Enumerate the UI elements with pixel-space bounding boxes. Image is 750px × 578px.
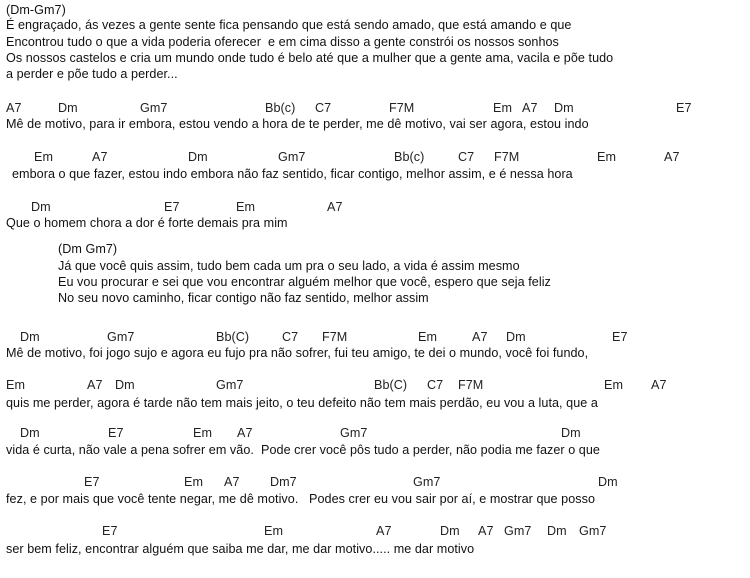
lyric-line: Os nossos castelos e cria um mundo onde tudo é belo até que a mulher que a gente ama, vacila e põe tudo (6, 51, 614, 65)
chord-symbol: Gm7 (413, 475, 441, 489)
chord-symbol: Em (493, 101, 512, 115)
chord-symbol: Em (418, 330, 437, 344)
lyric-line: ser bem feliz, encontrar alguém que saiba me dar, me dar motivo..... me dar motivo (6, 542, 475, 556)
chord-symbol: A7 (92, 150, 108, 164)
chord-symbol: Dm (561, 426, 581, 440)
chord-symbol: C7 (282, 330, 299, 344)
chord-symbol: Em (193, 426, 212, 440)
chord-symbol: Dm (506, 330, 526, 344)
chord-symbol: Gm7 (278, 150, 306, 164)
chord-symbol: Em (6, 378, 25, 392)
chord-symbol: E7 (164, 200, 180, 214)
chord-symbol: Gm7 (107, 330, 135, 344)
chord-symbol: C7 (315, 101, 332, 115)
lyric-line: Eu vou procurar e sei que vou encontrar alguém melhor que você, espero que seja feliz (58, 275, 551, 289)
chord-symbol: Gm7 (340, 426, 368, 440)
lyric-line: fez, e por mais que você tente negar, me dê motivo. Podes crer eu vou sair por aí, e mostrar que posso (6, 492, 596, 506)
chord-symbol: E7 (102, 524, 118, 538)
chord-symbol: A7 (376, 524, 392, 538)
chord-symbol: F7M (458, 378, 484, 392)
chord-symbol: Dm (440, 524, 460, 538)
chord-symbol: Em (34, 150, 53, 164)
chord-symbol: E7 (108, 426, 124, 440)
chord-symbol: E7 (84, 475, 100, 489)
chord-symbol: Em (604, 378, 623, 392)
chord-symbol: Gm7 (579, 524, 607, 538)
chord-symbol: Gm7 (504, 524, 532, 538)
chord-symbol: E7 (676, 101, 692, 115)
chord-symbol: Dm (31, 200, 51, 214)
chord-symbol: Bb(C) (374, 378, 408, 392)
chord-symbol: Em (184, 475, 203, 489)
chord-symbol: Dm (20, 330, 40, 344)
chord-symbol: A7 (87, 378, 103, 392)
lyric-line: embora o que fazer, estou indo embora não faz sentido, ficar contigo, melhor assim, e é nessa hora (12, 167, 573, 181)
chord-symbol: Dm (598, 475, 618, 489)
lyric-line: Encontrou tudo o que a vida poderia oferecer e em cima disso a gente constrói os nossos sonhos (6, 35, 559, 49)
lyric-line: É engraçado, ás vezes a gente sente fica pensando que está sendo amado, que está amando e que (6, 18, 572, 32)
lyric-line: No seu novo caminho, ficar contigo não faz sentido, melhor assim (58, 291, 429, 305)
lyric-line: (Dm Gm7) (58, 242, 118, 256)
chord-symbol: Em (264, 524, 283, 538)
chord-symbol: A7 (651, 378, 667, 392)
chord-symbol: F7M (494, 150, 520, 164)
chord-symbol: A7 (664, 150, 680, 164)
lyric-line: Mê de motivo, para ir embora, estou vendo a hora de te perder, me dê motivo, vai ser agora, estou indo (6, 117, 589, 131)
chord-symbol: F7M (389, 101, 415, 115)
chord-symbol: Dm (547, 524, 567, 538)
chord-symbol: Gm7 (216, 378, 244, 392)
chord-symbol: Dm (188, 150, 208, 164)
chord-symbol: A7 (478, 524, 494, 538)
chord-symbol: A7 (237, 426, 253, 440)
lyric-line: a perder e põe tudo a perder... (6, 67, 178, 81)
chord-symbol: A7 (522, 101, 538, 115)
chord-symbol: C7 (458, 150, 475, 164)
chord-symbol: Dm (58, 101, 78, 115)
chord-symbol: A7 (6, 101, 22, 115)
chord-symbol: Dm7 (270, 475, 297, 489)
chord-symbol: A7 (472, 330, 488, 344)
chord-symbol: Dm (554, 101, 574, 115)
chord-symbol: A7 (327, 200, 343, 214)
chord-symbol: Bb(c) (394, 150, 425, 164)
chord-symbol: Gm7 (140, 101, 168, 115)
lyric-line: quis me perder, agora é tarde não tem mais jeito, o teu defeito não tem mais perdão, eu vou a luta, que a (6, 396, 598, 410)
lyric-line: Já que você quis assim, tudo bem cada um pra o seu lado, a vida é assim mesmo (58, 259, 520, 273)
chord-symbol: Em (236, 200, 255, 214)
chord-symbol: Em (597, 150, 616, 164)
lyric-line: Mê de motivo, foi jogo sujo e agora eu fujo pra não sofrer, fui teu amigo, te dei o mundo, você foi fundo, (6, 346, 589, 360)
lyric-line: vida é curta, não vale a pena sofrer em vão. Pode crer você pôs tudo a perder, não podia me fazer o que (6, 443, 600, 457)
chord-symbol: Dm (115, 378, 135, 392)
lyric-line: (Dm-Gm7) (6, 3, 66, 17)
chord-symbol: C7 (427, 378, 444, 392)
chord-symbol: Dm (20, 426, 40, 440)
chord-symbol: F7M (322, 330, 348, 344)
chord-symbol: Bb(C) (216, 330, 250, 344)
chord-symbol: A7 (224, 475, 240, 489)
chord-symbol: E7 (612, 330, 628, 344)
chord-symbol: Bb(c) (265, 101, 296, 115)
lyric-line: Que o homem chora a dor é forte demais pra mim (6, 216, 288, 230)
